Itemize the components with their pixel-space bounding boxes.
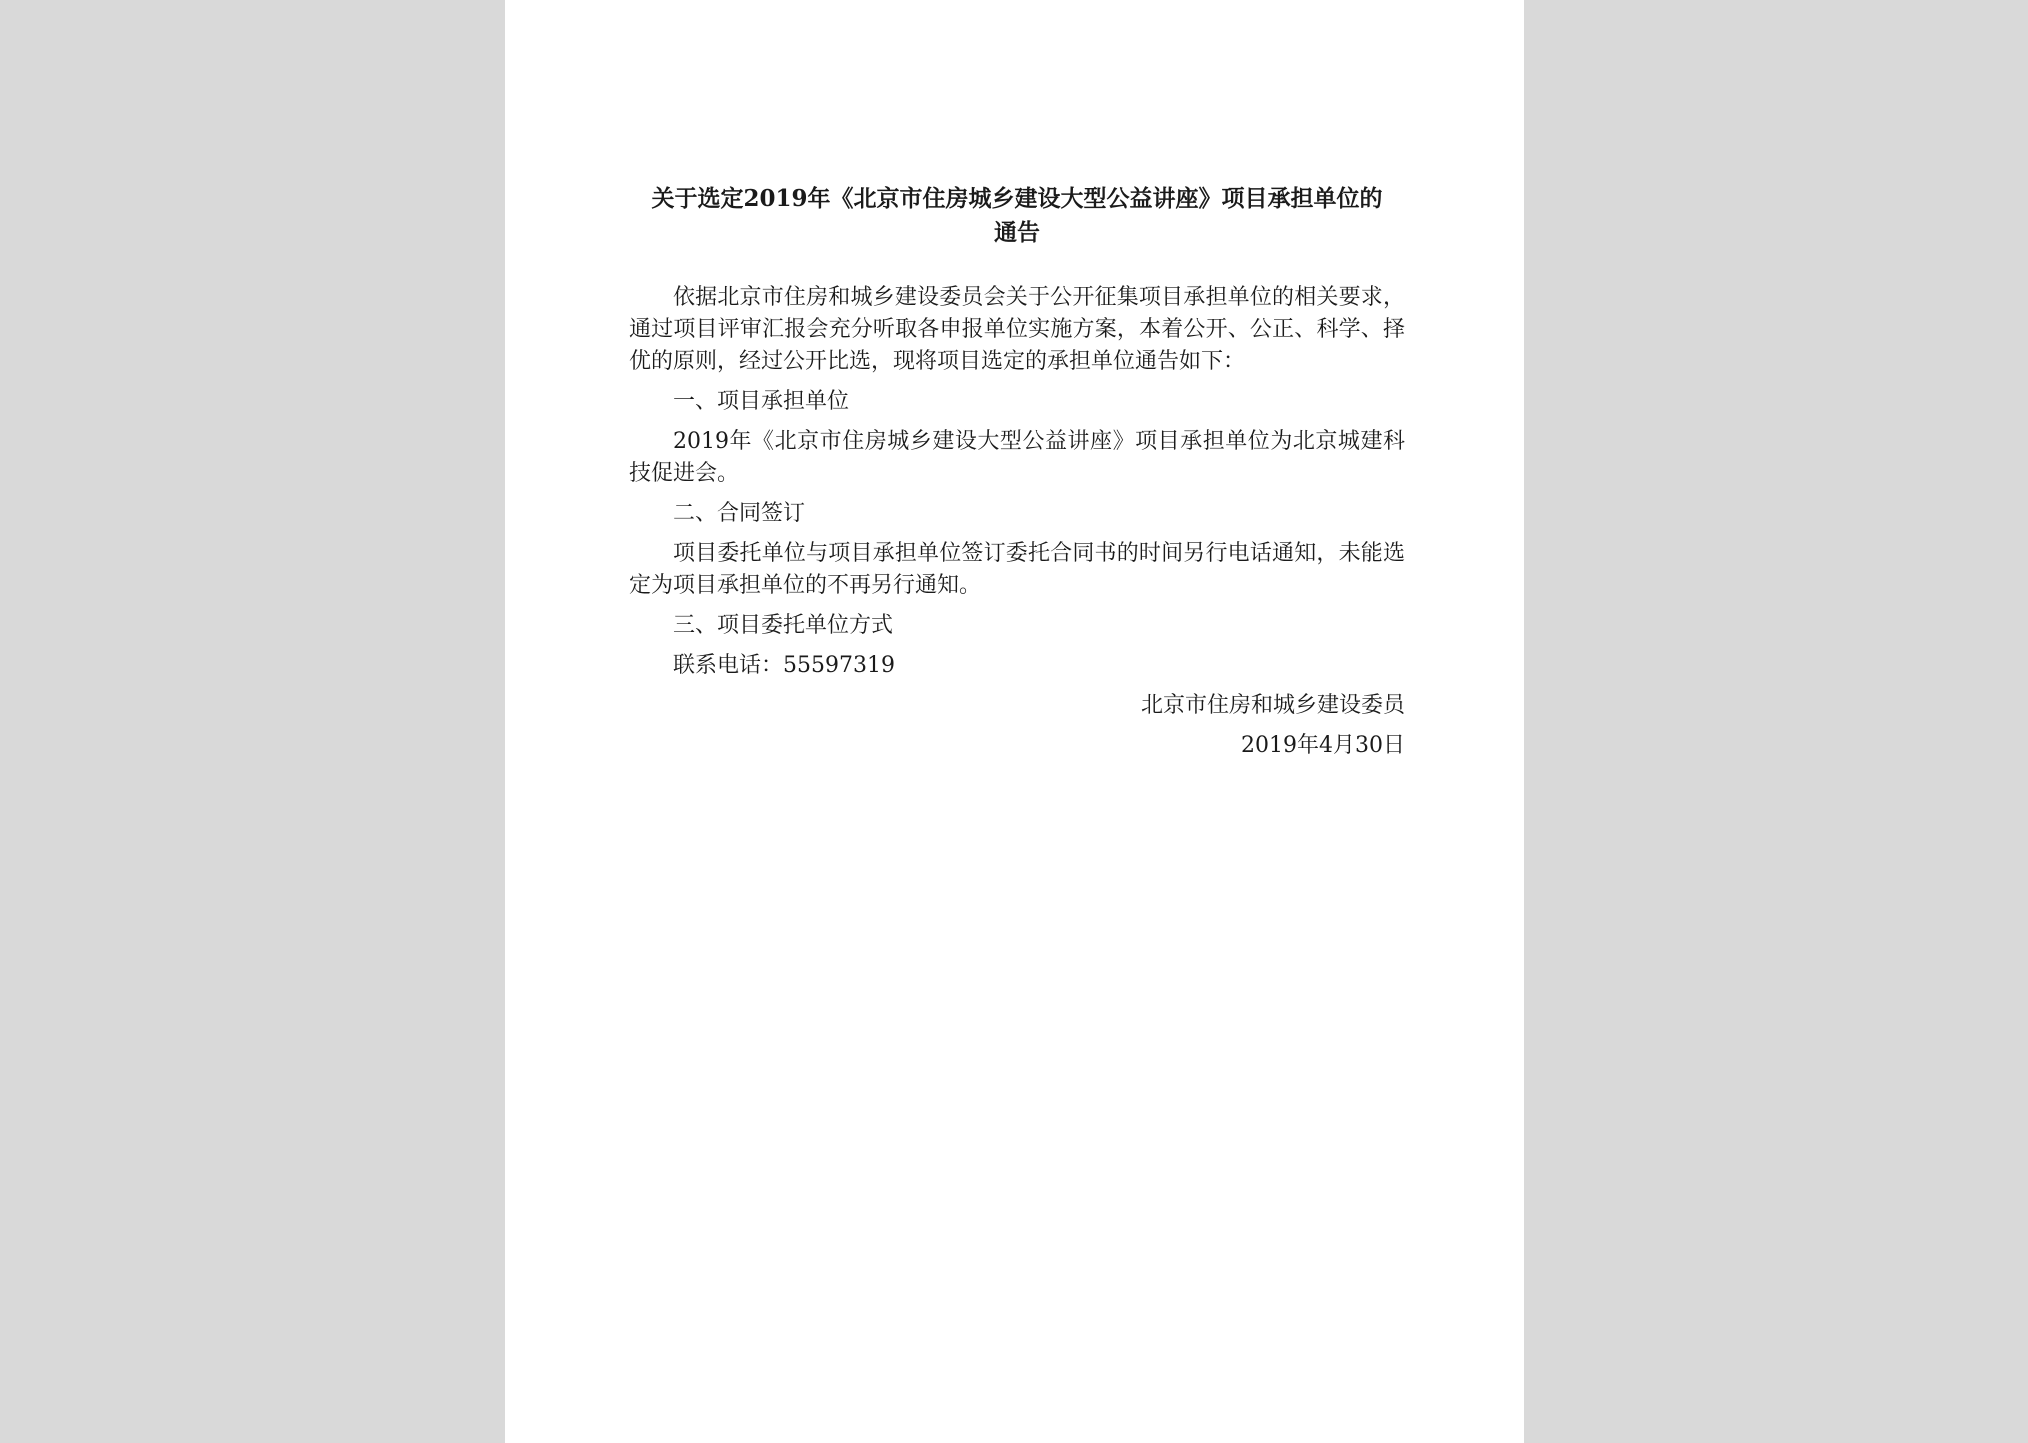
title-line-2: 通告 <box>994 219 1040 246</box>
title-line-1: 关于选定2019年《北京市住房城乡建设大型公益讲座》项目承担单位的 <box>651 185 1383 212</box>
section-2-body: 项目委托单位与项目承担单位签订委托合同书的时间另行电话通知，未能选定为项目承担单位的不再另行通知。 <box>629 541 1405 598</box>
section-1-heading: 一、项目承担单位 <box>673 389 850 414</box>
issuer-signature: 北京市住房和城乡建设委员 <box>1140 693 1405 718</box>
document-page <box>505 0 1524 1443</box>
document-title <box>629 182 1405 250</box>
section-3-heading: 三、项目委托单位方式 <box>673 613 894 638</box>
intro-paragraph: 依据北京市住房和城乡建设委员会关于公开征集项目承担单位的相关要求，通过项目评审汇报会充分听取各申报单位实施方案，本着公开、公正、科学、择优的原则，经过公开比选，现将项目选定的承担单位通告如下： <box>629 285 1405 374</box>
section-2-heading: 二、合同签订 <box>673 501 806 526</box>
contact-phone: 联系电话：55597319 <box>673 653 895 678</box>
section-1-body: 2019年《北京市住房城乡建设大型公益讲座》项目承担单位为北京城建科技促进会。 <box>629 429 1405 486</box>
document-content <box>629 182 1405 770</box>
issue-date: 2019年4月30日 <box>1241 733 1405 758</box>
